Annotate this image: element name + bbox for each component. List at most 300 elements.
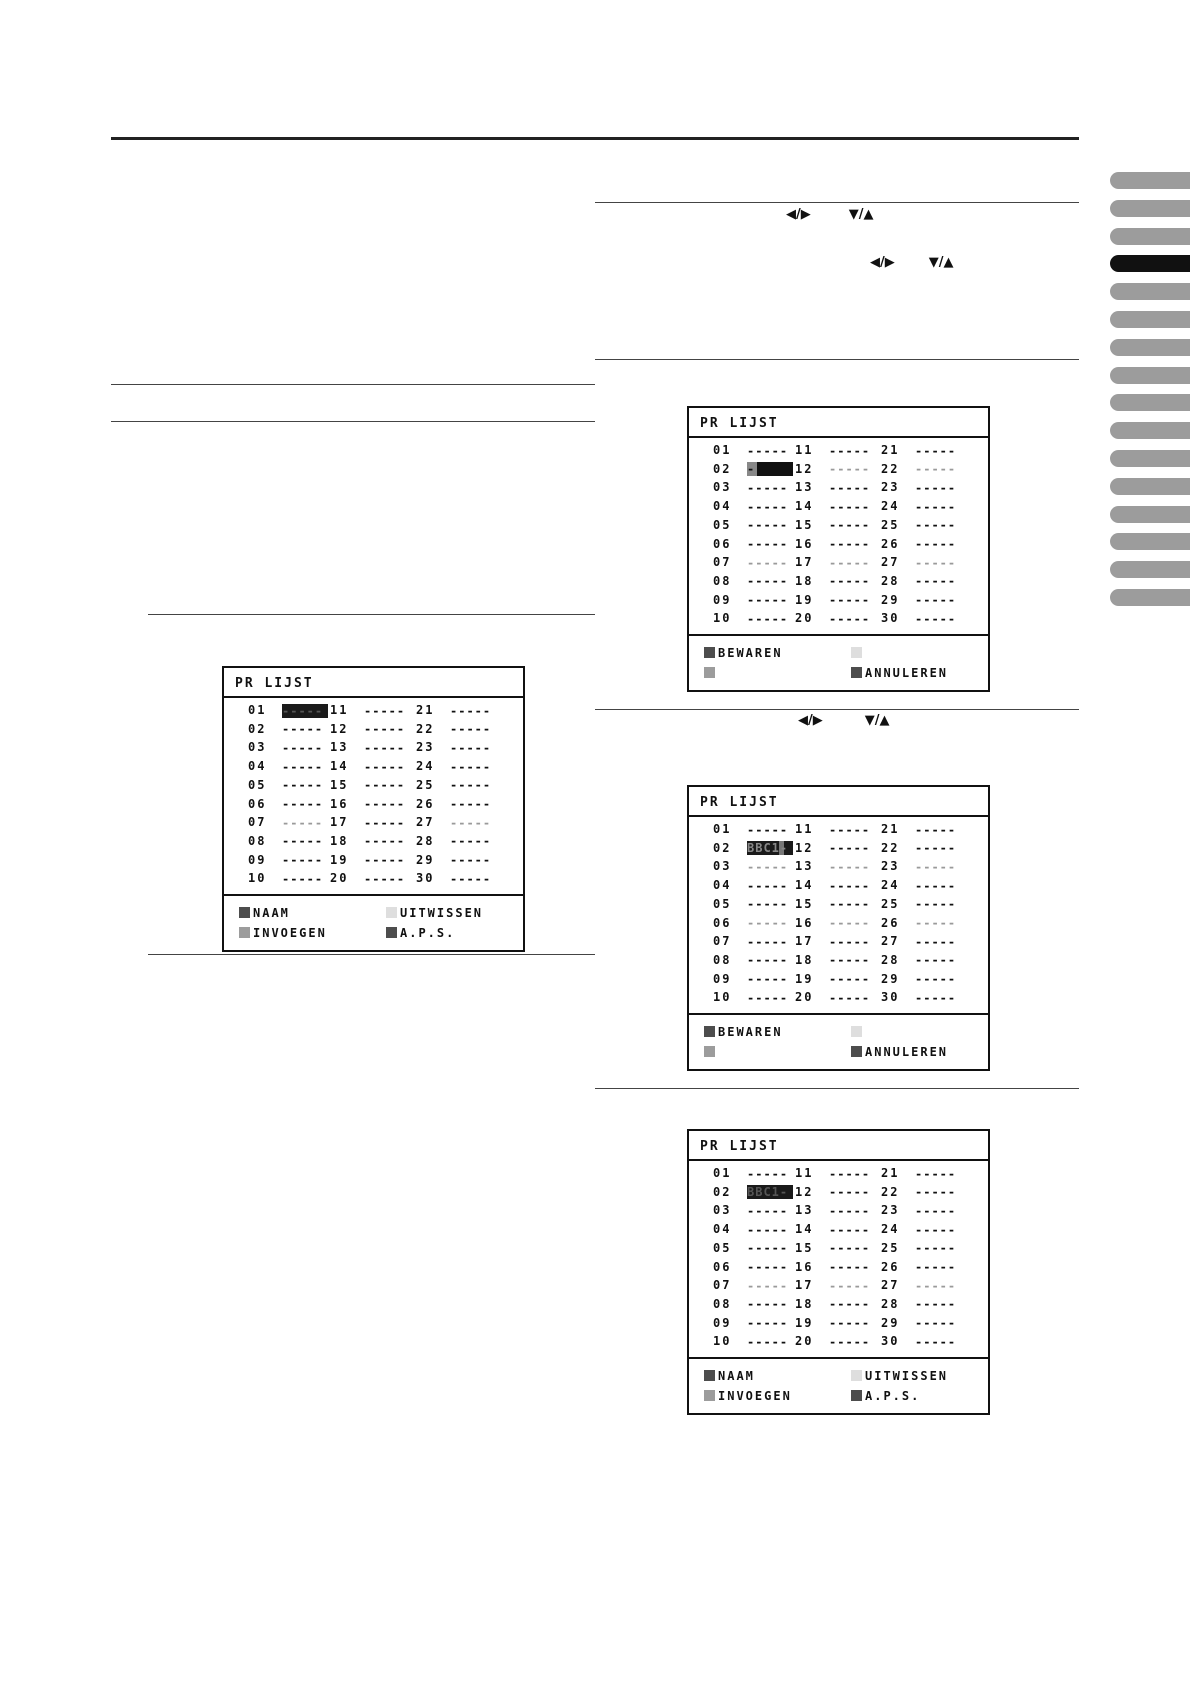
chapter-tab-12[interactable]	[1110, 478, 1190, 495]
pr-lijst-screen-3	[687, 785, 990, 1071]
program-name: -----	[829, 555, 871, 570]
left-right-arrow-icon: ◀/▶	[870, 255, 895, 270]
program-name: -----	[915, 518, 957, 533]
program-number: 06	[248, 796, 267, 811]
program-number: 26	[881, 536, 900, 551]
program-name: -----	[915, 841, 957, 856]
legend-label: BEWAREN	[718, 646, 783, 660]
program-entry[interactable]	[330, 795, 412, 813]
program-entry[interactable]	[795, 1314, 877, 1332]
legend-item	[386, 926, 455, 940]
program-number: 30	[881, 990, 900, 1005]
program-entry[interactable]	[713, 857, 795, 875]
program-entry[interactable]	[881, 1239, 963, 1257]
program-entry[interactable]	[713, 553, 795, 571]
program-name: -----	[282, 871, 324, 886]
program-entry[interactable]	[416, 851, 498, 869]
legend-label: NAAM	[253, 906, 290, 920]
program-entry[interactable]	[881, 553, 963, 571]
program-number: 14	[795, 1222, 814, 1237]
program-number: 25	[881, 1240, 900, 1255]
program-entry[interactable]	[330, 776, 412, 794]
program-number: 29	[416, 852, 435, 867]
program-entry[interactable]	[248, 776, 330, 794]
program-number: 10	[248, 871, 267, 886]
program-number: 08	[248, 833, 267, 848]
program-entry[interactable]	[248, 720, 330, 738]
program-entry[interactable]	[248, 795, 330, 813]
program-entry[interactable]	[795, 820, 877, 838]
program-entry[interactable]	[881, 478, 963, 496]
chapter-tab-16[interactable]	[1110, 589, 1190, 606]
program-name: -----	[747, 1260, 789, 1274]
chapter-tab-11[interactable]	[1110, 450, 1190, 467]
program-entry[interactable]	[881, 951, 963, 969]
program-entry[interactable]	[713, 1220, 795, 1238]
program-entry[interactable]	[881, 895, 963, 913]
program-entry[interactable]	[795, 1332, 877, 1350]
program-entry[interactable]	[795, 591, 877, 609]
program-name: -----	[829, 934, 871, 949]
program-name: -----	[450, 871, 492, 886]
program-name: -----	[747, 859, 789, 874]
program-name: -----	[829, 1203, 871, 1218]
color-key-icon	[386, 927, 397, 938]
program-number: 20	[795, 611, 814, 626]
program-entry[interactable]	[416, 757, 498, 775]
program-entry[interactable]	[881, 988, 963, 1006]
program-entry[interactable]	[795, 516, 877, 534]
program-entry[interactable]	[881, 1164, 963, 1182]
program-entry[interactable]	[795, 895, 877, 913]
legend-item	[851, 1045, 948, 1059]
program-number: 14	[795, 499, 814, 514]
program-entry[interactable]	[248, 813, 330, 831]
program-name: -----	[829, 1334, 871, 1349]
legend-label: A.P.S.	[865, 1389, 921, 1403]
program-entry[interactable]	[416, 795, 498, 813]
section-rule-left-2	[111, 421, 595, 422]
arrow-row-1	[786, 207, 874, 222]
program-entry[interactable]	[881, 857, 963, 875]
program-entry[interactable]	[713, 1276, 795, 1294]
program-entry[interactable]	[713, 535, 795, 553]
program-entry[interactable]	[881, 535, 963, 553]
program-number: 26	[416, 796, 435, 811]
program-row	[689, 516, 988, 534]
program-name: -----	[915, 462, 957, 477]
program-number: 17	[795, 555, 814, 570]
program-entry[interactable]	[881, 516, 963, 534]
program-entry[interactable]	[713, 1201, 795, 1219]
color-key-legend	[689, 1015, 988, 1067]
program-entry[interactable]	[330, 738, 412, 756]
program-name: -----	[829, 593, 871, 608]
program-entry[interactable]	[795, 839, 877, 857]
program-entry[interactable]	[795, 857, 877, 875]
legend-item	[851, 1369, 948, 1383]
program-entry[interactable]	[713, 820, 795, 838]
program-entry[interactable]	[330, 757, 412, 775]
program-number: 06	[713, 1259, 732, 1274]
program-number: 20	[795, 1334, 814, 1349]
program-entry[interactable]	[795, 1295, 877, 1313]
program-number: 15	[795, 1240, 814, 1255]
program-entry[interactable]	[795, 553, 877, 571]
program-name: -----	[829, 1241, 871, 1256]
program-number: 27	[881, 555, 900, 570]
program-number: 25	[881, 896, 900, 911]
program-row	[689, 1183, 988, 1201]
header-rule	[111, 137, 1079, 140]
program-entry[interactable]	[416, 738, 498, 756]
program-number: 23	[881, 1203, 900, 1218]
program-entry[interactable]	[248, 738, 330, 756]
program-entry[interactable]	[881, 1332, 963, 1350]
chapter-tab-15[interactable]	[1110, 561, 1190, 578]
section-rule-right-3	[595, 709, 1079, 710]
program-entry[interactable]	[330, 813, 412, 831]
legend-item	[704, 1389, 792, 1403]
program-entry[interactable]	[881, 1201, 963, 1219]
program-name: -----	[747, 897, 789, 912]
program-entry[interactable]	[713, 497, 795, 515]
section-rule-left-4	[148, 954, 595, 955]
color-key-icon	[704, 667, 715, 678]
program-entry[interactable]	[713, 1183, 795, 1201]
program-entry[interactable]	[881, 1276, 963, 1294]
program-entry[interactable]	[881, 441, 963, 459]
program-entry[interactable]	[416, 832, 498, 850]
program-number: 23	[881, 859, 900, 874]
program-number: 30	[881, 1334, 900, 1349]
program-name: -----	[915, 1166, 957, 1181]
program-name: -----	[829, 1297, 871, 1312]
program-row	[224, 757, 523, 775]
chapter-tab-9[interactable]	[1110, 394, 1190, 411]
program-number: 05	[713, 1240, 732, 1255]
program-name: -----	[282, 778, 324, 793]
program-name: -----	[915, 972, 957, 987]
program-name: BBC1-	[747, 841, 793, 855]
color-key-icon	[851, 647, 862, 658]
program-name: -----	[747, 480, 789, 495]
program-entry[interactable]	[713, 441, 795, 459]
program-number: 22	[881, 840, 900, 855]
program-number: 01	[713, 443, 732, 457]
program-entry[interactable]	[416, 776, 498, 794]
color-key-icon	[704, 1026, 715, 1037]
program-number: 11	[795, 1166, 814, 1180]
program-name: -----	[829, 1260, 871, 1274]
program-number: 15	[330, 777, 349, 792]
program-row	[689, 876, 988, 894]
program-entry[interactable]	[713, 1314, 795, 1332]
program-entry[interactable]	[795, 535, 877, 553]
program-number: 13	[330, 740, 349, 755]
program-entry[interactable]	[795, 988, 877, 1006]
program-entry[interactable]	[881, 914, 963, 932]
program-number: 16	[330, 796, 349, 811]
program-name: -----	[747, 537, 789, 551]
chapter-tab-2[interactable]	[1110, 200, 1190, 217]
program-number: 01	[713, 822, 732, 836]
program-name: -----	[915, 1222, 957, 1237]
color-key-icon	[851, 1046, 862, 1057]
program-entry[interactable]	[795, 1276, 877, 1294]
program-entry[interactable]	[713, 609, 795, 627]
program-entry[interactable]	[795, 441, 877, 459]
program-number: 03	[248, 740, 267, 755]
program-number: 01	[248, 703, 267, 717]
chapter-tab-3[interactable]	[1110, 228, 1190, 245]
program-number: 07	[713, 555, 732, 570]
program-entry[interactable]	[248, 757, 330, 775]
program-entry[interactable]	[795, 1164, 877, 1182]
program-name: -----	[450, 815, 492, 830]
program-entry[interactable]	[713, 1258, 795, 1276]
program-name: -----	[747, 1334, 789, 1349]
program-name: -----	[282, 853, 324, 868]
program-entry[interactable]	[713, 1239, 795, 1257]
program-entry[interactable]	[795, 478, 877, 496]
chapter-tab-14[interactable]	[1110, 533, 1190, 550]
program-entry[interactable]	[795, 1183, 877, 1201]
program-entry[interactable]	[713, 478, 795, 496]
program-entry[interactable]	[795, 460, 877, 478]
program-entry[interactable]	[713, 876, 795, 894]
program-name: -----	[829, 822, 871, 837]
program-row	[224, 832, 523, 850]
program-entry[interactable]	[713, 516, 795, 534]
program-entry[interactable]	[795, 951, 877, 969]
program-name: -----	[829, 499, 871, 514]
program-number: 09	[248, 852, 267, 867]
program-number: 02	[713, 1184, 732, 1199]
program-row	[689, 1220, 988, 1238]
program-row	[689, 988, 988, 1006]
program-entry[interactable]	[795, 876, 877, 894]
program-entry[interactable]	[713, 988, 795, 1006]
pr-lijst-screen-1	[222, 666, 525, 952]
program-row	[689, 914, 988, 932]
program-number: 16	[795, 1259, 814, 1274]
program-row	[689, 932, 988, 950]
program-entry[interactable]	[881, 839, 963, 857]
program-entry[interactable]	[330, 701, 412, 719]
program-name: -----	[829, 443, 871, 458]
program-entry[interactable]	[713, 1332, 795, 1350]
program-name: -----	[829, 1278, 871, 1293]
legend-item	[704, 666, 718, 680]
program-entry[interactable]	[713, 1295, 795, 1313]
program-number: 19	[330, 852, 349, 867]
program-entry[interactable]	[795, 1239, 877, 1257]
program-entry[interactable]	[416, 701, 498, 719]
program-number: 27	[881, 934, 900, 949]
program-entry[interactable]	[248, 869, 330, 887]
program-entry[interactable]	[881, 876, 963, 894]
program-entry[interactable]	[416, 869, 498, 887]
chapter-tab-4[interactable]	[1110, 255, 1190, 272]
legend-item	[704, 1369, 755, 1383]
program-name: -----	[829, 1185, 871, 1200]
legend-label: INVOEGEN	[718, 1389, 792, 1403]
program-row	[224, 851, 523, 869]
chapter-tab-13[interactable]	[1110, 506, 1190, 523]
program-entry[interactable]	[881, 1314, 963, 1332]
legend-label: ANNULEREN	[865, 666, 949, 680]
screen-title: PR LIJST	[689, 408, 988, 438]
program-name: -----	[915, 1316, 957, 1331]
program-number: 12	[795, 1184, 814, 1199]
program-entry[interactable]	[795, 1201, 877, 1219]
program-name: -----	[450, 834, 492, 849]
program-name: -----	[450, 740, 492, 755]
program-entry[interactable]	[713, 839, 795, 857]
program-number: 04	[713, 878, 732, 893]
program-entry[interactable]	[795, 572, 877, 590]
program-entry[interactable]	[795, 914, 877, 932]
program-name: -----	[282, 815, 324, 830]
chapter-tab-1[interactable]	[1110, 172, 1190, 189]
program-number: 17	[330, 815, 349, 830]
program-row	[689, 535, 988, 553]
color-key-legend	[689, 636, 988, 688]
program-name: -----	[915, 859, 957, 874]
color-key-icon	[704, 647, 715, 658]
program-entry[interactable]	[795, 1258, 877, 1276]
program-name: -----	[829, 574, 871, 589]
program-number: 09	[713, 1315, 732, 1330]
color-key-icon	[851, 667, 862, 678]
program-entry[interactable]	[881, 572, 963, 590]
program-number: 25	[416, 777, 435, 792]
program-entry[interactable]	[881, 497, 963, 515]
section-rule-right-1	[595, 202, 1079, 203]
program-number: 29	[881, 592, 900, 607]
program-entry[interactable]	[881, 970, 963, 988]
program-number: 27	[881, 1278, 900, 1293]
section-rule-left-1	[111, 384, 595, 385]
program-entry[interactable]	[881, 591, 963, 609]
program-entry[interactable]	[713, 932, 795, 950]
program-name: -----	[282, 722, 324, 737]
program-entry[interactable]	[248, 832, 330, 850]
program-number: 18	[795, 573, 814, 588]
left-right-arrow-icon: ◀/▶	[798, 713, 823, 728]
program-entry[interactable]	[881, 609, 963, 627]
program-entry[interactable]	[713, 460, 795, 478]
program-number: 27	[416, 815, 435, 830]
program-entry[interactable]	[713, 591, 795, 609]
program-entry[interactable]	[330, 869, 412, 887]
program-row	[689, 951, 988, 969]
color-key-icon	[704, 1370, 715, 1381]
program-entry[interactable]	[881, 1295, 963, 1313]
program-number: 28	[881, 1296, 900, 1311]
program-entry[interactable]	[881, 460, 963, 478]
program-name: -----	[915, 1185, 957, 1200]
program-name: -----	[915, 916, 957, 930]
program-row	[689, 857, 988, 875]
program-name: -----	[747, 990, 789, 1005]
program-entry[interactable]	[795, 609, 877, 627]
program-entry[interactable]	[713, 914, 795, 932]
program-row	[689, 572, 988, 590]
program-number: 21	[881, 822, 900, 836]
program-entry[interactable]	[248, 851, 330, 869]
program-entry[interactable]	[881, 1258, 963, 1276]
program-number: 28	[881, 573, 900, 588]
chapter-tab-6[interactable]	[1110, 311, 1190, 328]
program-entry[interactable]	[795, 497, 877, 515]
program-name: -----	[915, 593, 957, 608]
program-entry[interactable]	[330, 720, 412, 738]
legend-label: BEWAREN	[718, 1025, 783, 1039]
program-entry[interactable]	[330, 851, 412, 869]
program-number: 19	[795, 971, 814, 986]
chapter-tab-10[interactable]	[1110, 422, 1190, 439]
left-right-arrow-icon: ◀/▶	[786, 207, 811, 222]
program-entry[interactable]	[713, 1164, 795, 1182]
program-entry[interactable]	[416, 813, 498, 831]
section-rule-left-3	[148, 614, 595, 615]
program-entry[interactable]	[713, 951, 795, 969]
program-entry[interactable]	[248, 701, 330, 719]
program-name: -----	[282, 740, 324, 755]
program-name: -----	[364, 834, 406, 849]
program-entry[interactable]	[795, 932, 877, 950]
program-entry[interactable]	[881, 820, 963, 838]
program-entry[interactable]	[330, 832, 412, 850]
program-entry[interactable]	[416, 720, 498, 738]
program-number: 28	[881, 952, 900, 967]
program-name: -----	[829, 859, 871, 874]
program-entry[interactable]	[881, 1183, 963, 1201]
program-entry[interactable]	[881, 1220, 963, 1238]
program-name: -----	[747, 822, 789, 837]
legend-item	[851, 666, 948, 680]
program-name: -----	[829, 953, 871, 968]
program-number: 04	[248, 759, 267, 774]
program-name: -----	[829, 897, 871, 912]
program-row	[689, 820, 988, 838]
screen-title: PR LIJST	[689, 787, 988, 817]
program-entry[interactable]	[795, 1220, 877, 1238]
program-name: -----	[364, 759, 406, 774]
program-entry[interactable]	[795, 970, 877, 988]
program-entry[interactable]	[713, 895, 795, 913]
screen-title: PR LIJST	[224, 668, 523, 698]
program-grid	[224, 698, 523, 896]
color-key-icon	[704, 1390, 715, 1401]
program-name: -----	[364, 853, 406, 868]
program-row	[689, 553, 988, 571]
program-number: 23	[416, 740, 435, 755]
chapter-tab-7[interactable]	[1110, 339, 1190, 356]
program-name: -----	[915, 878, 957, 893]
chapter-tab-5[interactable]	[1110, 283, 1190, 300]
program-name: -----	[747, 1166, 789, 1181]
program-name: -----	[829, 972, 871, 987]
program-entry[interactable]	[713, 572, 795, 590]
chapter-tab-8[interactable]	[1110, 367, 1190, 384]
program-entry[interactable]	[713, 970, 795, 988]
program-name: -----	[747, 878, 789, 893]
program-number: 17	[795, 1278, 814, 1293]
program-entry[interactable]	[881, 932, 963, 950]
